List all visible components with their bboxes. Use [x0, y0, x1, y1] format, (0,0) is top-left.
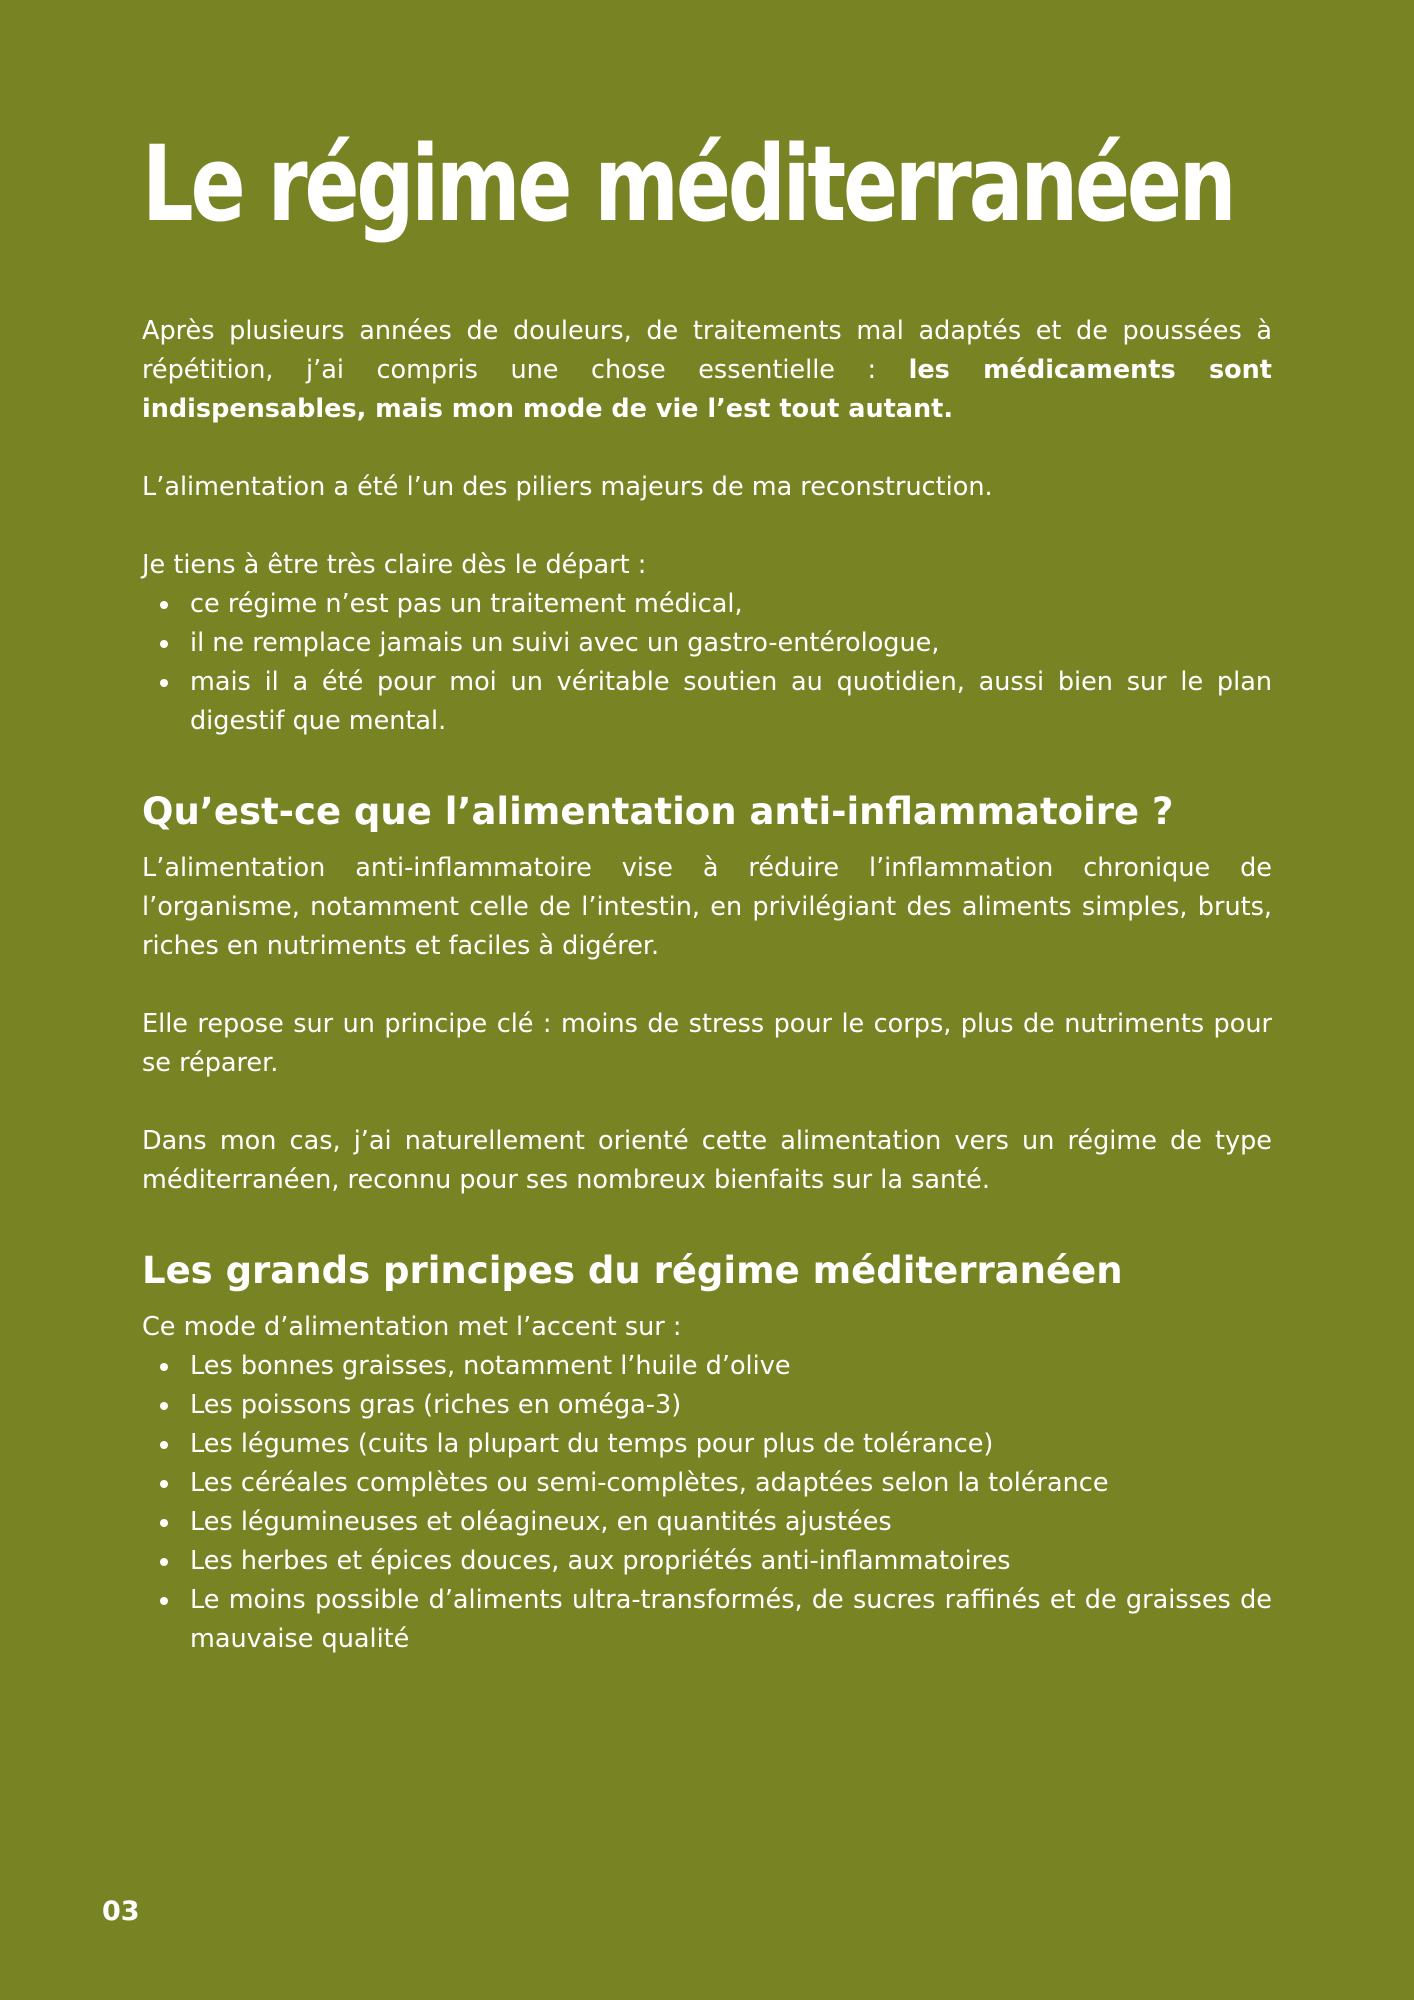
- intro-list: [142, 585, 1272, 741]
- list-item: mais il a été pour moi un véritable soutien au quotidien, aussi bien sur le plan digestif que mental.: [190, 663, 1272, 741]
- section-1-paragraph-3: Dans mon cas, j’ai naturellement orienté cette alimentation vers un régime de type méditerranéen, reconnu pour ses nombreux bienfaits sur la santé.: [142, 1126, 1272, 1195]
- list-item: Les bonnes graisses, notamment l’huile d’olive: [190, 1347, 1272, 1386]
- page-content: [142, 312, 1272, 1659]
- list-item: Les herbes et épices douces, aux propriétés anti-inflammatoires: [190, 1542, 1272, 1581]
- list-item: Le moins possible d’aliments ultra-transformés, de sucres raffinés et de graisses de mauvaise qualité: [190, 1581, 1272, 1659]
- list-item: il ne remplace jamais un suivi avec un gastro-entérologue,: [190, 624, 1272, 663]
- section-1-paragraph-2: Elle repose sur un principe clé : moins de stress pour le corps, plus de nutriments pour se réparer.: [142, 1009, 1272, 1078]
- intro-paragraph-3: Je tiens à être très claire dès le départ :: [142, 550, 647, 580]
- intro-paragraph-1-bold: les médicaments sont indispensables, mais mon mode de vie l’est tout autant.: [142, 355, 1272, 424]
- intro-paragraph-1: [142, 312, 1272, 429]
- page-number: 03: [102, 1896, 140, 1927]
- section-1-heading: Qu’est-ce que l’alimentation anti-inflammatoire ?: [142, 790, 1174, 833]
- intro-paragraph-1-text: Après plusieurs années de douleurs, de traitements mal adaptés et de poussées à répétition, j’ai compris une chose essentielle :: [142, 316, 1272, 385]
- section-2-heading: Les grands principes du régime méditerranéen: [142, 1249, 1123, 1292]
- principles-list: [142, 1347, 1272, 1659]
- intro-paragraph-2: L’alimentation a été l’un des piliers majeurs de ma reconstruction.: [142, 472, 993, 502]
- page-title: Le régime méditerranéen: [142, 123, 1234, 245]
- section-2-intro: Ce mode d’alimentation met l’accent sur :: [142, 1312, 682, 1342]
- list-item: Les céréales complètes ou semi-complètes, adaptées selon la tolérance: [190, 1464, 1272, 1503]
- list-item: Les poissons gras (riches en oméga-3): [190, 1386, 1272, 1425]
- list-item: ce régime n’est pas un traitement médical,: [190, 585, 1272, 624]
- section-1-paragraph-1: L’alimentation anti-inflammatoire vise à réduire l’inflammation chronique de l’organisme, notamment celle de l’intestin, en privilégiant des aliments simples, bruts, riches en nutriments et faciles à digérer.: [142, 853, 1272, 961]
- list-item: Les légumineuses et oléagineux, en quantités ajustées: [190, 1503, 1272, 1542]
- list-item: Les légumes (cuits la plupart du temps pour plus de tolérance): [190, 1425, 1272, 1464]
